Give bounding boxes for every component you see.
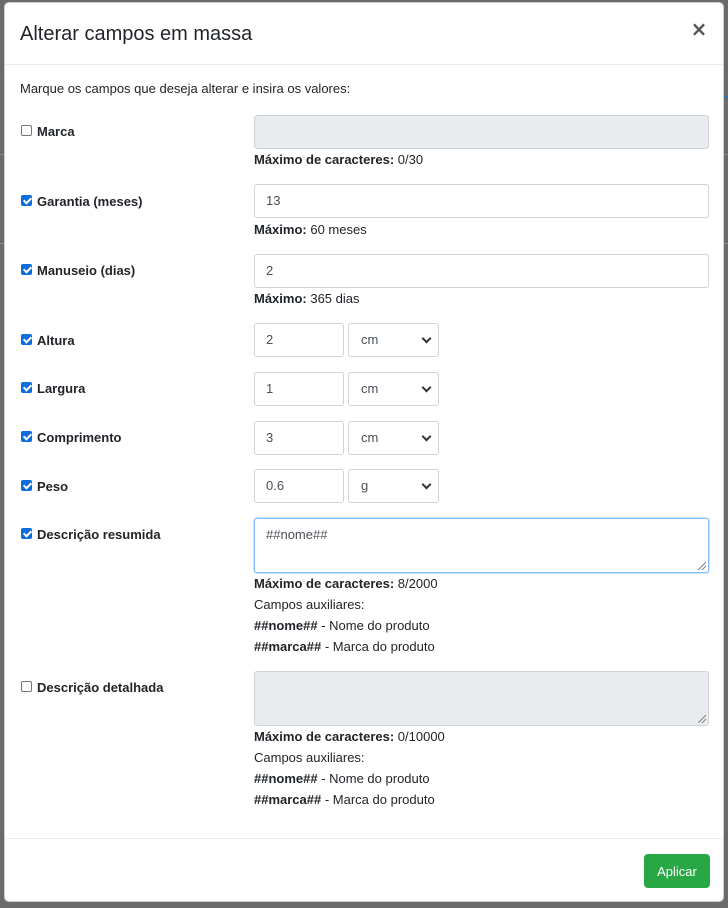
- help-label: Máximo de caracteres:: [254, 576, 395, 591]
- char-count: [254, 726, 445, 747]
- comprimento-checkbox[interactable]: [21, 431, 32, 442]
- aux-desc: - Nome do produto: [317, 771, 430, 786]
- comprimento-unit-select[interactable]: [348, 421, 439, 455]
- aux-nome: [254, 615, 438, 636]
- garantia-help: [254, 219, 367, 240]
- resize-grip-icon[interactable]: [698, 715, 706, 723]
- descricao-resumida-textarea[interactable]: [254, 518, 709, 573]
- aux-marca: [254, 789, 445, 810]
- comprimento-input[interactable]: 3: [254, 421, 344, 455]
- help-value: 8/2000: [394, 576, 438, 591]
- descricao-detalhada-checkbox[interactable]: [21, 681, 32, 692]
- modal-footer: [5, 838, 724, 902]
- peso-label: Peso: [37, 479, 69, 494]
- largura-label: Largura: [37, 381, 86, 396]
- manuseio-checkbox[interactable]: [21, 264, 32, 275]
- descricao-resumida-label: Descrição resumida: [37, 527, 161, 542]
- aux-tag: ##nome##: [254, 771, 318, 786]
- peso-unit-select[interactable]: [348, 469, 439, 503]
- apply-button[interactable]: Aplicar: [644, 854, 710, 888]
- aux-tag: ##nome##: [254, 618, 318, 633]
- aux-title: Campos auxiliares:: [254, 750, 365, 765]
- largura-input[interactable]: 1: [254, 372, 344, 406]
- largura-checkbox[interactable]: [21, 382, 32, 393]
- select-value: cm: [361, 381, 379, 396]
- garantia-label: Garantia (meses): [37, 194, 143, 209]
- manuseio-help: [254, 288, 360, 309]
- aux-desc: - Nome do produto: [317, 618, 430, 633]
- chevron-down-icon: [422, 480, 432, 490]
- chevron-down-icon: [422, 383, 432, 393]
- marca-input[interactable]: [254, 115, 709, 149]
- marca-label: Marca: [37, 124, 75, 139]
- altura-label: Altura: [37, 333, 75, 348]
- descricao-resumida-help: [254, 573, 438, 657]
- altura-checkbox[interactable]: [21, 334, 32, 345]
- help-value: 0/30: [394, 152, 424, 167]
- garantia-checkbox[interactable]: [21, 195, 32, 206]
- manuseio-label: Manuseio (dias): [37, 263, 136, 278]
- garantia-input[interactable]: 13: [254, 184, 709, 218]
- peso-input[interactable]: 0.6: [254, 469, 344, 503]
- aux-nome: [254, 768, 445, 789]
- bulk-edit-modal: [4, 2, 724, 902]
- descricao-resumida-checkbox[interactable]: [21, 528, 32, 539]
- select-value: g: [361, 478, 369, 493]
- help-value: 365 dias: [306, 291, 360, 306]
- textarea-value: ##nome##: [266, 527, 328, 542]
- aux-desc: - Marca do produto: [321, 792, 435, 807]
- descricao-detalhada-textarea[interactable]: [254, 671, 709, 726]
- help-label: Máximo:: [254, 291, 307, 306]
- aux-title: Campos auxiliares:: [254, 597, 365, 612]
- chevron-down-icon: [422, 334, 432, 344]
- altura-input[interactable]: 2: [254, 323, 344, 357]
- aux-tag: ##marca##: [254, 792, 322, 807]
- char-count: [254, 573, 438, 594]
- close-button[interactable]: ×: [690, 17, 708, 41]
- help-label: Máximo:: [254, 222, 307, 237]
- modal-title: Alterar campos em massa: [20, 23, 253, 45]
- resize-grip-icon[interactable]: [698, 562, 706, 570]
- aux-marca: [254, 636, 438, 657]
- select-value: cm: [361, 430, 379, 445]
- largura-unit-select[interactable]: [348, 372, 439, 406]
- chevron-down-icon: [422, 432, 432, 442]
- help-label: Máximo de caracteres:: [254, 729, 395, 744]
- descricao-detalhada-label: Descrição detalhada: [37, 680, 164, 695]
- comprimento-label: Comprimento: [37, 430, 122, 445]
- manuseio-input[interactable]: 2: [254, 254, 709, 288]
- marca-help: [254, 149, 423, 170]
- help-value: 0/10000: [394, 729, 445, 744]
- modal-header: [5, 3, 723, 65]
- descricao-detalhada-help: [254, 726, 445, 810]
- intro-text: Marque os campos que deseja alterar e insira os valores:: [20, 81, 351, 96]
- marca-checkbox[interactable]: [21, 125, 32, 136]
- select-value: cm: [361, 332, 379, 347]
- help-label: Máximo de caracteres:: [254, 152, 395, 167]
- altura-unit-select[interactable]: [348, 323, 439, 357]
- aux-desc: - Marca do produto: [321, 639, 435, 654]
- aux-tag: ##marca##: [254, 639, 322, 654]
- help-value: 60 meses: [306, 222, 367, 237]
- peso-checkbox[interactable]: [21, 480, 32, 491]
